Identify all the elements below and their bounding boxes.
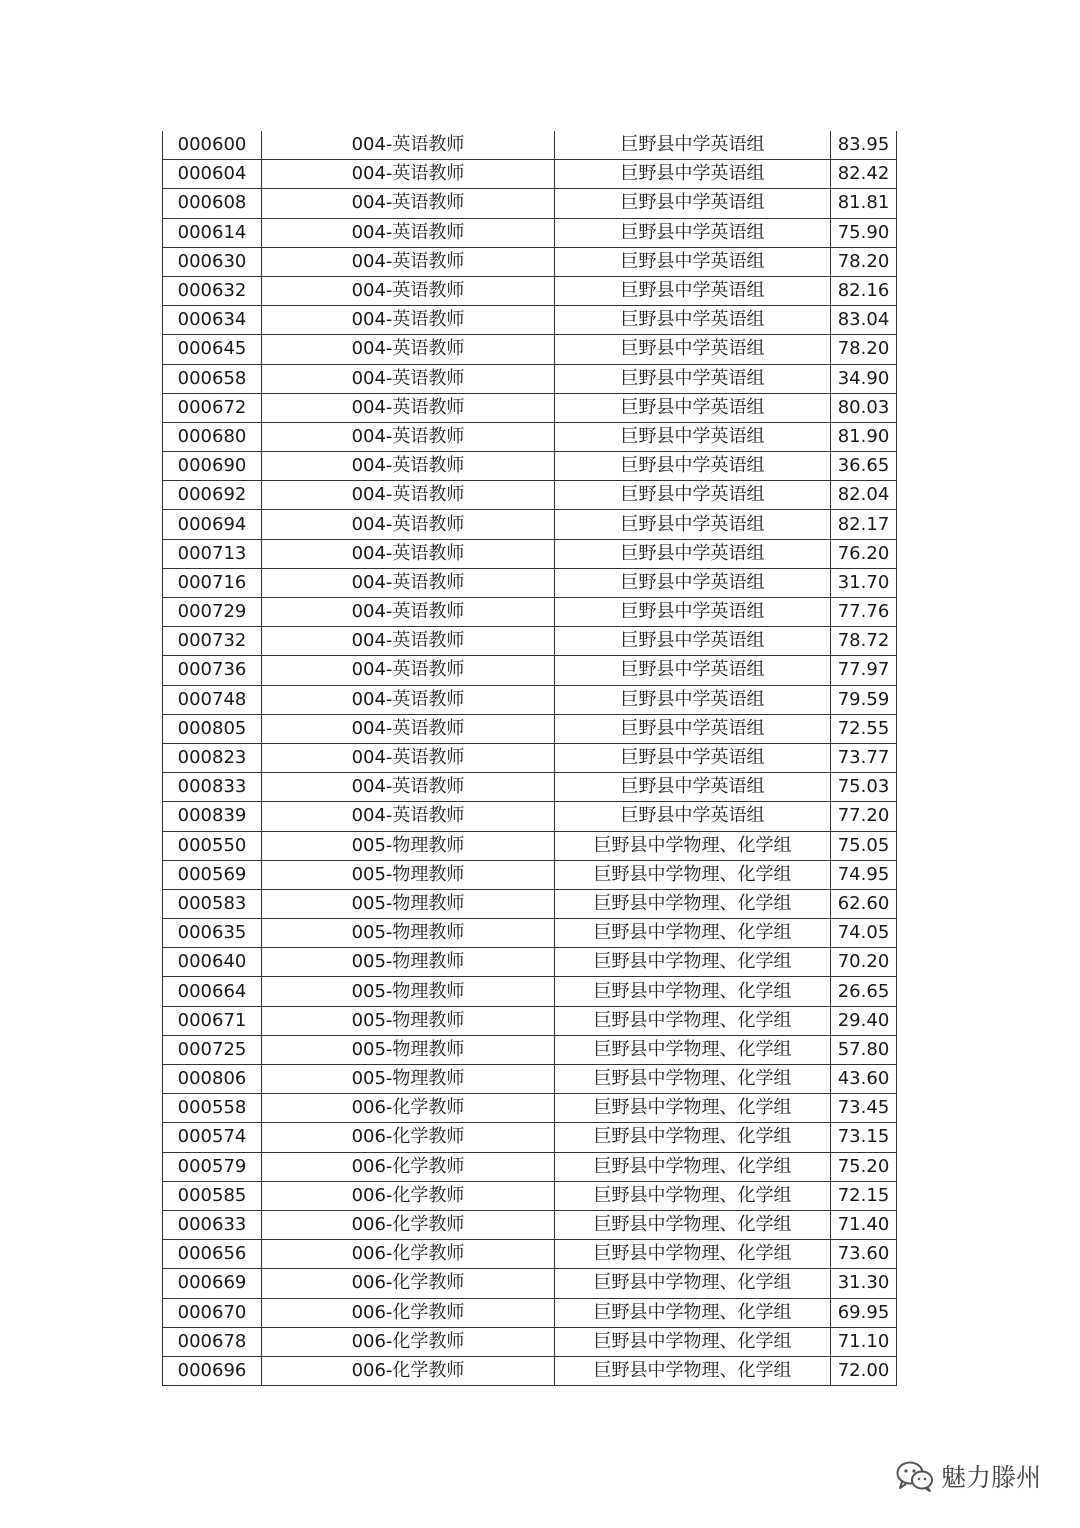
group-cell: 巨野县中学物理、化学组 <box>555 1035 831 1064</box>
candidate-id-cell: 000658 <box>163 364 262 393</box>
score-cell: 75.20 <box>831 1152 897 1181</box>
candidate-id-cell: 000839 <box>163 802 262 831</box>
table-row <box>163 1356 897 1385</box>
position-cell: 006-化学教师 <box>262 1181 555 1210</box>
table-row <box>163 685 897 714</box>
candidate-id-cell: 000696 <box>163 1356 262 1385</box>
score-cell: 72.00 <box>831 1356 897 1385</box>
position-cell: 005-物理教师 <box>262 889 555 918</box>
score-cell: 77.20 <box>831 802 897 831</box>
position-cell: 004-英语教师 <box>262 510 555 539</box>
score-cell: 78.20 <box>831 335 897 364</box>
score-cell: 79.59 <box>831 685 897 714</box>
group-cell: 巨野县中学英语组 <box>555 627 831 656</box>
score-cell: 31.30 <box>831 1269 897 1298</box>
group-cell: 巨野县中学物理、化学组 <box>555 1327 831 1356</box>
table-row <box>163 598 897 627</box>
position-cell: 006-化学教师 <box>262 1152 555 1181</box>
score-cell: 70.20 <box>831 948 897 977</box>
candidate-id-cell: 000632 <box>163 276 262 305</box>
candidate-id-cell: 000716 <box>163 568 262 597</box>
score-cell: 72.15 <box>831 1181 897 1210</box>
candidate-id-cell: 000640 <box>163 948 262 977</box>
group-cell: 巨野县中学物理、化学组 <box>555 1181 831 1210</box>
score-table <box>162 131 897 1386</box>
candidate-id-cell: 000729 <box>163 598 262 627</box>
candidate-id-cell: 000600 <box>163 131 262 160</box>
candidate-id-cell: 000833 <box>163 773 262 802</box>
table-row <box>163 977 897 1006</box>
table-row <box>163 1152 897 1181</box>
group-cell: 巨野县中学英语组 <box>555 364 831 393</box>
candidate-id-cell: 000635 <box>163 919 262 948</box>
position-cell: 005-物理教师 <box>262 831 555 860</box>
position-cell: 004-英语教师 <box>262 685 555 714</box>
candidate-id-cell: 000671 <box>163 1006 262 1035</box>
group-cell: 巨野县中学物理、化学组 <box>555 1065 831 1094</box>
score-cell: 36.65 <box>831 452 897 481</box>
group-cell: 巨野县中学英语组 <box>555 598 831 627</box>
table-row <box>163 860 897 889</box>
table-row <box>163 276 897 305</box>
position-cell: 004-英语教师 <box>262 393 555 422</box>
score-cell: 74.95 <box>831 860 897 889</box>
score-cell: 83.95 <box>831 131 897 160</box>
table-row <box>163 422 897 451</box>
candidate-id-cell: 000823 <box>163 743 262 772</box>
table-row <box>163 452 897 481</box>
table-row <box>163 1327 897 1356</box>
position-cell: 004-英语教师 <box>262 568 555 597</box>
position-cell: 004-英语教师 <box>262 452 555 481</box>
score-cell: 80.03 <box>831 393 897 422</box>
position-cell: 004-英语教师 <box>262 743 555 772</box>
position-cell: 005-物理教师 <box>262 977 555 1006</box>
table-row <box>163 393 897 422</box>
candidate-id-cell: 000694 <box>163 510 262 539</box>
group-cell: 巨野县中学英语组 <box>555 393 831 422</box>
group-cell: 巨野县中学物理、化学组 <box>555 948 831 977</box>
candidate-id-cell: 000604 <box>163 160 262 189</box>
candidate-id-cell: 000806 <box>163 1065 262 1094</box>
position-cell: 005-物理教师 <box>262 919 555 948</box>
candidate-id-cell: 000630 <box>163 247 262 276</box>
group-cell: 巨野县中学物理、化学组 <box>555 1123 831 1152</box>
position-cell: 006-化学教师 <box>262 1210 555 1239</box>
candidate-id-cell: 000645 <box>163 335 262 364</box>
table-row <box>163 1298 897 1327</box>
position-cell: 004-英语教师 <box>262 422 555 451</box>
score-cell: 78.72 <box>831 627 897 656</box>
wechat-icon <box>895 1459 935 1493</box>
score-cell: 73.60 <box>831 1240 897 1269</box>
position-cell: 004-英语教师 <box>262 481 555 510</box>
table-row <box>163 1269 897 1298</box>
position-cell: 005-物理教师 <box>262 1006 555 1035</box>
score-cell: 73.15 <box>831 1123 897 1152</box>
candidate-id-cell: 000664 <box>163 977 262 1006</box>
table-row <box>163 1035 897 1064</box>
table-row <box>163 568 897 597</box>
table-row <box>163 189 897 218</box>
candidate-id-cell: 000558 <box>163 1094 262 1123</box>
position-cell: 006-化学教师 <box>262 1356 555 1385</box>
position-cell: 004-英语教师 <box>262 160 555 189</box>
score-cell: 73.77 <box>831 743 897 772</box>
candidate-id-cell: 000614 <box>163 218 262 247</box>
position-cell: 004-英语教师 <box>262 714 555 743</box>
candidate-id-cell: 000669 <box>163 1269 262 1298</box>
score-cell: 72.55 <box>831 714 897 743</box>
score-cell: 71.10 <box>831 1327 897 1356</box>
group-cell: 巨野县中学英语组 <box>555 773 831 802</box>
table-row <box>163 510 897 539</box>
position-cell: 004-英语教师 <box>262 131 555 160</box>
score-cell: 77.76 <box>831 598 897 627</box>
group-cell: 巨野县中学物理、化学组 <box>555 1356 831 1385</box>
table-row <box>163 948 897 977</box>
score-cell: 82.16 <box>831 276 897 305</box>
score-cell: 74.05 <box>831 919 897 948</box>
score-cell: 29.40 <box>831 1006 897 1035</box>
group-cell: 巨野县中学物理、化学组 <box>555 1269 831 1298</box>
group-cell: 巨野县中学英语组 <box>555 335 831 364</box>
score-cell: 62.60 <box>831 889 897 918</box>
position-cell: 004-英语教师 <box>262 656 555 685</box>
group-cell: 巨野县中学英语组 <box>555 452 831 481</box>
table-row <box>163 247 897 276</box>
table-row <box>163 889 897 918</box>
position-cell: 004-英语教师 <box>262 598 555 627</box>
group-cell: 巨野县中学英语组 <box>555 481 831 510</box>
table-row <box>163 714 897 743</box>
table-row <box>163 1181 897 1210</box>
group-cell: 巨野县中学物理、化学组 <box>555 860 831 889</box>
table-row <box>163 919 897 948</box>
table-row <box>163 1094 897 1123</box>
table-row <box>163 1065 897 1094</box>
position-cell: 004-英语教师 <box>262 539 555 568</box>
watermark-text: 魅力滕州 <box>941 1463 1042 1492</box>
group-cell: 巨野县中学英语组 <box>555 276 831 305</box>
candidate-id-cell: 000736 <box>163 656 262 685</box>
position-cell: 004-英语教师 <box>262 306 555 335</box>
position-cell: 004-英语教师 <box>262 627 555 656</box>
candidate-id-cell: 000550 <box>163 831 262 860</box>
score-cell: 34.90 <box>831 364 897 393</box>
table-row <box>163 1006 897 1035</box>
score-cell: 81.90 <box>831 422 897 451</box>
group-cell: 巨野县中学物理、化学组 <box>555 1298 831 1327</box>
candidate-id-cell: 000690 <box>163 452 262 481</box>
group-cell: 巨野县中学物理、化学组 <box>555 889 831 918</box>
position-cell: 005-物理教师 <box>262 948 555 977</box>
score-cell: 73.45 <box>831 1094 897 1123</box>
group-cell: 巨野县中学英语组 <box>555 568 831 597</box>
candidate-id-cell: 000569 <box>163 860 262 889</box>
candidate-id-cell: 000692 <box>163 481 262 510</box>
group-cell: 巨野县中学英语组 <box>555 422 831 451</box>
table-row <box>163 656 897 685</box>
table-row <box>163 1123 897 1152</box>
group-cell: 巨野县中学物理、化学组 <box>555 1240 831 1269</box>
position-cell: 005-物理教师 <box>262 860 555 889</box>
candidate-id-cell: 000748 <box>163 685 262 714</box>
score-cell: 82.17 <box>831 510 897 539</box>
candidate-id-cell: 000713 <box>163 539 262 568</box>
score-cell: 81.81 <box>831 189 897 218</box>
candidate-id-cell: 000583 <box>163 889 262 918</box>
watermark <box>895 1456 1041 1496</box>
position-cell: 004-英语教师 <box>262 335 555 364</box>
position-cell: 006-化学教师 <box>262 1240 555 1269</box>
candidate-id-cell: 000634 <box>163 306 262 335</box>
position-cell: 004-英语教师 <box>262 802 555 831</box>
group-cell: 巨野县中学英语组 <box>555 743 831 772</box>
group-cell: 巨野县中学英语组 <box>555 218 831 247</box>
position-cell: 004-英语教师 <box>262 218 555 247</box>
table-row <box>163 743 897 772</box>
candidate-id-cell: 000574 <box>163 1123 262 1152</box>
position-cell: 006-化学教师 <box>262 1269 555 1298</box>
position-cell: 004-英语教师 <box>262 189 555 218</box>
group-cell: 巨野县中学英语组 <box>555 131 831 160</box>
candidate-id-cell: 000579 <box>163 1152 262 1181</box>
position-cell: 006-化学教师 <box>262 1327 555 1356</box>
group-cell: 巨野县中学英语组 <box>555 247 831 276</box>
table-row <box>163 306 897 335</box>
score-cell: 31.70 <box>831 568 897 597</box>
score-cell: 69.95 <box>831 1298 897 1327</box>
score-cell: 78.20 <box>831 247 897 276</box>
table-row <box>163 364 897 393</box>
group-cell: 巨野县中学物理、化学组 <box>555 1152 831 1181</box>
table-row <box>163 539 897 568</box>
group-cell: 巨野县中学物理、化学组 <box>555 977 831 1006</box>
position-cell: 006-化学教师 <box>262 1298 555 1327</box>
table-row <box>163 335 897 364</box>
group-cell: 巨野县中学英语组 <box>555 189 831 218</box>
position-cell: 005-物理教师 <box>262 1035 555 1064</box>
candidate-id-cell: 000585 <box>163 1181 262 1210</box>
group-cell: 巨野县中学英语组 <box>555 656 831 685</box>
score-cell: 75.90 <box>831 218 897 247</box>
group-cell: 巨野县中学英语组 <box>555 160 831 189</box>
position-cell: 004-英语教师 <box>262 364 555 393</box>
score-cell: 75.03 <box>831 773 897 802</box>
table-row <box>163 131 897 160</box>
table-row <box>163 481 897 510</box>
table-row <box>163 627 897 656</box>
position-cell: 005-物理教师 <box>262 1065 555 1094</box>
table-row <box>163 831 897 860</box>
candidate-id-cell: 000678 <box>163 1327 262 1356</box>
group-cell: 巨野县中学英语组 <box>555 306 831 335</box>
position-cell: 004-英语教师 <box>262 247 555 276</box>
candidate-id-cell: 000732 <box>163 627 262 656</box>
group-cell: 巨野县中学英语组 <box>555 510 831 539</box>
group-cell: 巨野县中学物理、化学组 <box>555 919 831 948</box>
group-cell: 巨野县中学物理、化学组 <box>555 1094 831 1123</box>
position-cell: 004-英语教师 <box>262 773 555 802</box>
group-cell: 巨野县中学英语组 <box>555 714 831 743</box>
score-cell: 57.80 <box>831 1035 897 1064</box>
candidate-id-cell: 000725 <box>163 1035 262 1064</box>
candidate-id-cell: 000672 <box>163 393 262 422</box>
position-cell: 006-化学教师 <box>262 1094 555 1123</box>
score-cell: 83.04 <box>831 306 897 335</box>
score-cell: 71.40 <box>831 1210 897 1239</box>
table-row <box>163 773 897 802</box>
candidate-id-cell: 000670 <box>163 1298 262 1327</box>
table-row <box>163 160 897 189</box>
group-cell: 巨野县中学英语组 <box>555 802 831 831</box>
score-cell: 43.60 <box>831 1065 897 1094</box>
table-row <box>163 802 897 831</box>
candidate-id-cell: 000805 <box>163 714 262 743</box>
table-row <box>163 1240 897 1269</box>
score-table-body <box>163 131 897 1386</box>
group-cell: 巨野县中学英语组 <box>555 539 831 568</box>
table-row <box>163 1210 897 1239</box>
group-cell: 巨野县中学物理、化学组 <box>555 1210 831 1239</box>
score-cell: 75.05 <box>831 831 897 860</box>
candidate-id-cell: 000633 <box>163 1210 262 1239</box>
score-cell: 82.04 <box>831 481 897 510</box>
position-cell: 004-英语教师 <box>262 276 555 305</box>
candidate-id-cell: 000680 <box>163 422 262 451</box>
candidate-id-cell: 000656 <box>163 1240 262 1269</box>
position-cell: 006-化学教师 <box>262 1123 555 1152</box>
score-cell: 76.20 <box>831 539 897 568</box>
candidate-id-cell: 000608 <box>163 189 262 218</box>
score-cell: 26.65 <box>831 977 897 1006</box>
group-cell: 巨野县中学物理、化学组 <box>555 831 831 860</box>
score-cell: 77.97 <box>831 656 897 685</box>
group-cell: 巨野县中学物理、化学组 <box>555 1006 831 1035</box>
score-cell: 82.42 <box>831 160 897 189</box>
table-row <box>163 218 897 247</box>
group-cell: 巨野县中学英语组 <box>555 685 831 714</box>
